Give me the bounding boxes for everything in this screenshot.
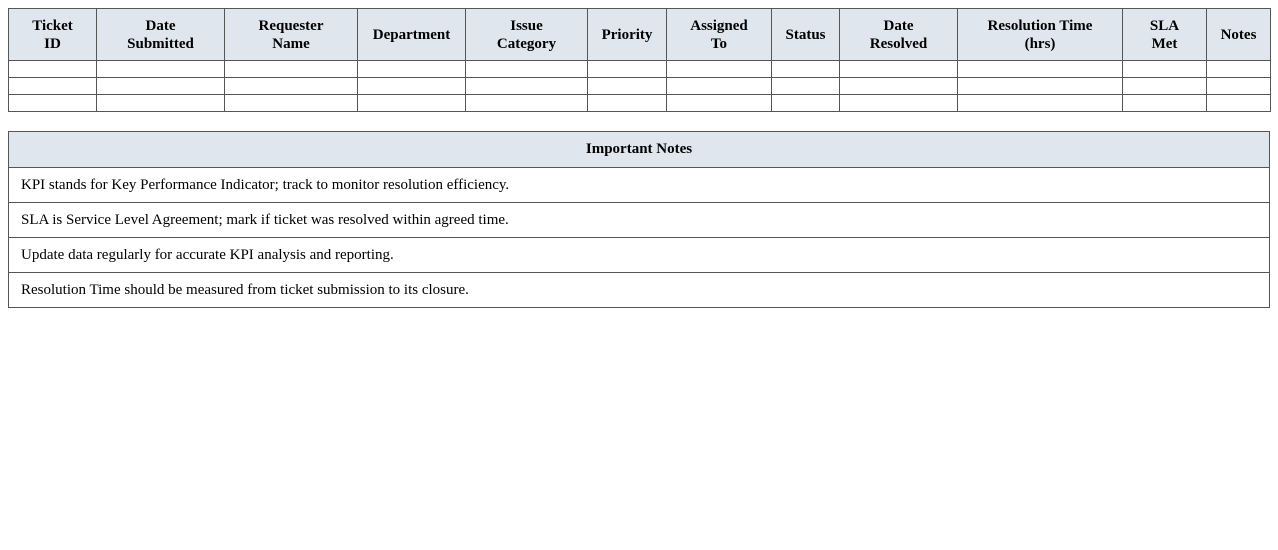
- column-header-assigned-to: [667, 9, 772, 61]
- notes-title: Important Notes: [9, 132, 1270, 168]
- table-cell[interactable]: [1123, 61, 1207, 78]
- table-cell[interactable]: [958, 78, 1123, 95]
- table-cell[interactable]: [588, 95, 667, 112]
- column-header-notes: [1207, 9, 1271, 61]
- table-row: [9, 61, 1271, 78]
- table-cell[interactable]: [466, 95, 588, 112]
- header-line: (hrs): [1024, 35, 1056, 52]
- header-line: Issue: [510, 17, 543, 34]
- note-row: [9, 273, 1270, 308]
- column-header-issue-category: [466, 9, 588, 61]
- header-line: Requester: [258, 17, 324, 34]
- header-line: Notes: [1220, 26, 1257, 43]
- table-cell[interactable]: [97, 78, 225, 95]
- table-cell[interactable]: [466, 78, 588, 95]
- table-cell[interactable]: [667, 95, 772, 112]
- note-text: Update data regularly for accurate KPI analysis and reporting.: [9, 238, 1270, 273]
- table-cell[interactable]: [772, 61, 840, 78]
- table-cell[interactable]: [588, 78, 667, 95]
- table-cell[interactable]: [772, 95, 840, 112]
- header-line: ID: [44, 35, 61, 52]
- header-line: Date: [883, 17, 914, 34]
- header-line: SLA: [1149, 17, 1180, 34]
- table-cell[interactable]: [9, 78, 97, 95]
- table-cell[interactable]: [1207, 95, 1271, 112]
- note-row: [9, 238, 1270, 273]
- table-row: [9, 78, 1271, 95]
- table-cell[interactable]: [97, 61, 225, 78]
- note-text: KPI stands for Key Performance Indicator; track to monitor resolution efficiency.: [9, 168, 1270, 203]
- table-cell[interactable]: [1123, 78, 1207, 95]
- table-cell[interactable]: [358, 78, 466, 95]
- table-cell[interactable]: [1207, 78, 1271, 95]
- table-cell[interactable]: [667, 61, 772, 78]
- column-header-requester-name: [225, 9, 358, 61]
- header-line: Date: [145, 17, 176, 34]
- header-line: Assigned: [690, 17, 748, 34]
- column-header-date-resolved: [840, 9, 958, 61]
- note-row: [9, 203, 1270, 238]
- table-cell[interactable]: [358, 61, 466, 78]
- table-cell[interactable]: [1123, 95, 1207, 112]
- table-cell[interactable]: [97, 95, 225, 112]
- note-row: [9, 168, 1270, 203]
- header-line: Status: [785, 26, 826, 43]
- column-header-date-submitted: [97, 9, 225, 61]
- important-notes-table: [8, 131, 1270, 308]
- note-text: SLA is Service Level Agreement; mark if ticket was resolved within agreed time.: [9, 203, 1270, 238]
- ticket-tracking-table: [8, 8, 1271, 112]
- column-header-department: [358, 9, 466, 61]
- column-header-priority: [588, 9, 667, 61]
- column-header-sla-met: [1123, 9, 1207, 61]
- table-cell[interactable]: [588, 61, 667, 78]
- table-cell[interactable]: [840, 78, 958, 95]
- table-cell[interactable]: [958, 61, 1123, 78]
- table-row: [9, 95, 1271, 112]
- table-cell[interactable]: [772, 78, 840, 95]
- note-text: Resolution Time should be measured from ticket submission to its closure.: [9, 273, 1270, 308]
- table-cell[interactable]: [958, 95, 1123, 112]
- header-line: Priority: [601, 26, 653, 43]
- header-line: To: [710, 35, 728, 52]
- table-cell[interactable]: [667, 78, 772, 95]
- header-line: Department: [372, 26, 451, 43]
- header-line: Resolved: [869, 35, 928, 52]
- header-line: Submitted: [127, 35, 194, 52]
- table-cell[interactable]: [840, 61, 958, 78]
- header-line: Ticket: [32, 17, 73, 34]
- header-row: [9, 9, 1271, 61]
- header-line: Name: [272, 35, 310, 52]
- column-header-resolution-time: [958, 9, 1123, 61]
- header-line: Resolution Time: [987, 17, 1093, 34]
- table-cell[interactable]: [466, 61, 588, 78]
- table-cell[interactable]: [225, 78, 358, 95]
- table-cell[interactable]: [9, 61, 97, 78]
- notes-header-row: [9, 132, 1270, 168]
- table-cell[interactable]: [225, 95, 358, 112]
- column-header-status: [772, 9, 840, 61]
- table-cell[interactable]: [840, 95, 958, 112]
- table-cell[interactable]: [9, 95, 97, 112]
- header-line: Category: [496, 35, 557, 52]
- table-cell[interactable]: [358, 95, 466, 112]
- table-cell[interactable]: [1207, 61, 1271, 78]
- column-header-ticket-id: [9, 9, 97, 61]
- header-line: Met: [1151, 35, 1178, 52]
- table-cell[interactable]: [225, 61, 358, 78]
